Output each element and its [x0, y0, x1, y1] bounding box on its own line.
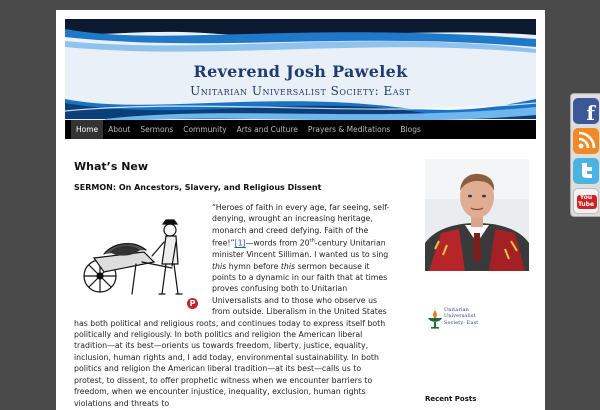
facebook-glyph: f: [586, 101, 595, 125]
chalice-icon: [427, 308, 443, 330]
main-navigation: [65, 120, 536, 139]
page-wrapper: [56, 10, 545, 410]
portrait-image: [425, 159, 529, 271]
post-body-text: “Heroes of faith in every age, far seeing, self-denying, wrought an increasing heritage, monarch and creed defying. Faith of the free!”: [212, 203, 390, 248]
uu-logo-line: Universalist: [444, 314, 476, 320]
nav-item-about[interactable]: About: [108, 125, 131, 134]
youtube-icon[interactable]: [573, 188, 599, 214]
social-media-sidebar: [570, 93, 600, 217]
facebook-icon[interactable]: [573, 98, 599, 124]
post-body-text: sermon because it points to a dynamic in our faith that at times proves confusing both to Unitarian Universalists and to those who observe us from outside. Liberalism in the United States has both political and religious roots, and continues today to express itself both politically and religiously. In both politics and religion the American liberal tradition—at its best—orients us towards freedom, liberty, justice, equality, inclusion, human rights and, I add today, environmental sustainability. In both politics and religion the American liberal tradition—at its best—calls us to protest, to dissent, to offer prophetic witness when we encounter barriers to freedom, when we encounter injustice, inequality, exclusion, human rights violations and threats to: [74, 261, 388, 408]
youtube-label: You Tube: [577, 194, 595, 208]
twitter-icon[interactable]: [573, 158, 599, 184]
recent-posts-heading: Recent Posts: [425, 395, 477, 403]
footnote-link[interactable]: [1]: [234, 238, 246, 248]
sidebar: [425, 159, 529, 403]
header-banner[interactable]: [65, 19, 536, 129]
wheelbarrow-illustration: [74, 202, 204, 312]
rss-feed-icon[interactable]: [573, 128, 599, 154]
uu-logo-line: Society: East: [444, 320, 479, 326]
nav-item-arts-and-culture[interactable]: Arts and Culture: [236, 125, 298, 134]
twitter-glyph: [573, 158, 599, 184]
pinterest-pin-icon[interactable]: P: [187, 298, 198, 309]
ordinal-suffix: th: [309, 238, 315, 245]
uu-logo-text: [444, 308, 478, 327]
nav-item-sermons[interactable]: Sermons: [140, 125, 174, 134]
uu-logo-line: Unitarian: [444, 308, 470, 313]
post-body-text: hymn before: [226, 261, 281, 271]
emphasis-text: this: [212, 261, 227, 271]
page-title: What’s New: [74, 160, 149, 173]
minister-portrait-photo: [425, 159, 529, 271]
rss-glyph: [573, 128, 599, 154]
site-title[interactable]: Reverend Josh Pawelek: [193, 62, 408, 81]
man-with-wheelbarrow-image: [74, 202, 204, 312]
nav-item-home[interactable]: Home: [71, 120, 103, 139]
nav-item-prayers-meditations[interactable]: Prayers & Meditations: [307, 125, 391, 134]
post-body-text: -century Unitarian minister Vincent Silliman. I wanted us to sing: [212, 238, 389, 260]
uu-society-east-logo[interactable]: [427, 308, 529, 334]
main-content: [74, 160, 392, 409]
nav-item-blogs[interactable]: Blogs: [400, 125, 421, 134]
site-description: Unitarian Universalist Society: East: [190, 84, 411, 98]
post-body: [74, 202, 392, 409]
nav-item-community[interactable]: Community: [183, 125, 227, 134]
post-body-text: —words from 20: [245, 238, 310, 248]
post-title[interactable]: SERMON: On Ancestors, Slavery, and Religious Dissent: [74, 183, 322, 192]
emphasis-text: this: [280, 261, 296, 271]
